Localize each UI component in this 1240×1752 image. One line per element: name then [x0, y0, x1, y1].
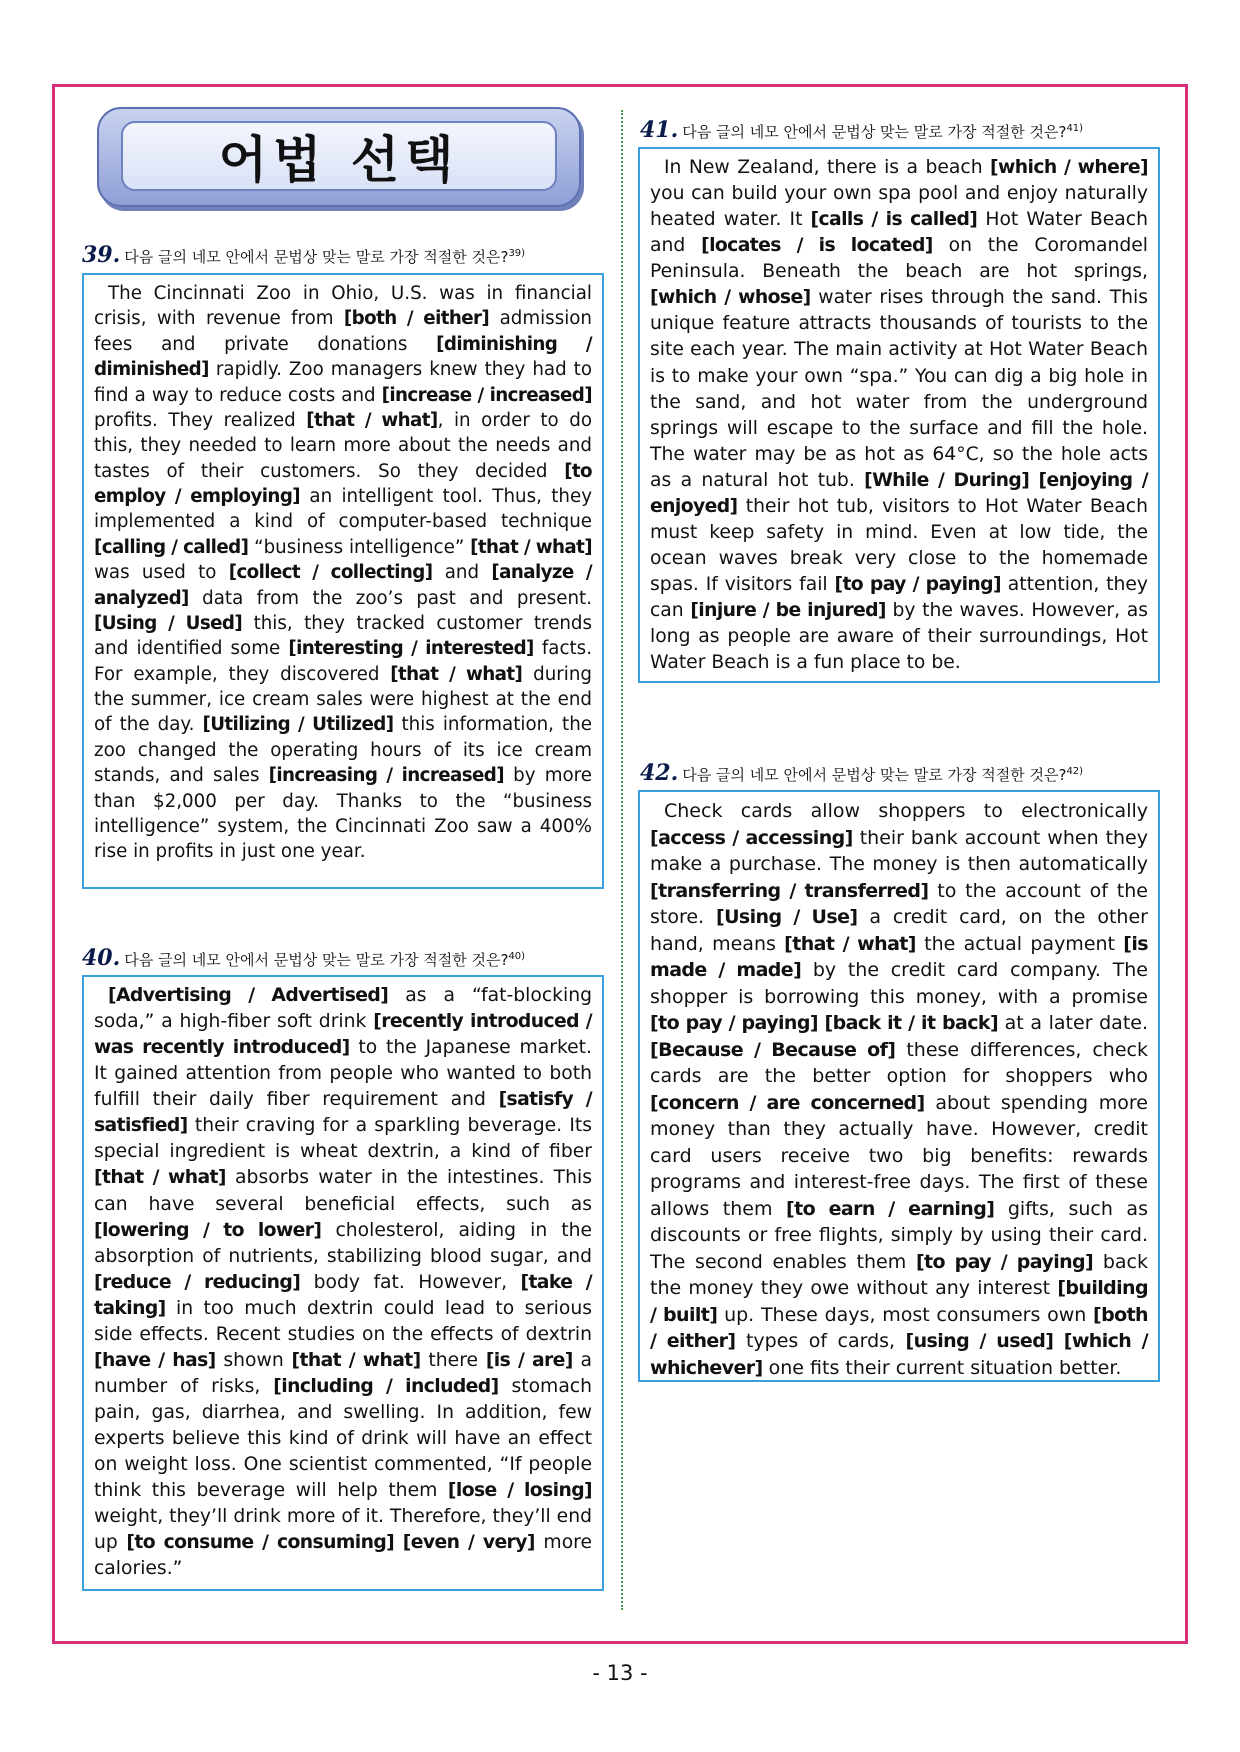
passage-text: In New Zealand, there is a beach [which / where] you can build your own spa pool and enjoy naturally heated water. It [calls / is called] Hot Water Beach and [locates / is located] on the Coromandel Peninsula. Beneath the beach are hot springs, [which / whose] water rises through the sand. This unique feature attracts thousands of tourists to the site each year. The main activity at Hot Water Beach is to make your own “spa.” You can dig a big hole in the sand, and hot water from the underground springs will escape to the surface and fill the hole. The water may be as hot as 64°C, so the hole acts as a natural hot tub. [While / During] [enjoying / enjoyed] their hot tub, visitors to Hot Water Beach must keep safety in mind. Even at low tide, the ocean waves break very close to the homemade spas. If visitors fail [to pay / paying] attention, they can [injure / be injured] by the waves. However, as long as people are aware of their surroundings, Hot Water Beach is a fun place to be.: [650, 157, 1149, 674]
answer-choice: [even / very]: [402, 1532, 535, 1554]
answer-choice: [Using / Used]: [94, 612, 243, 634]
answer-choice: [back it / it back]: [824, 1012, 999, 1034]
question-instruction: 다음 글의 네모 안에서 문법상 맞는 말로 가장 적절한 것은?: [124, 951, 509, 969]
answer-choice: [calling / called]: [94, 536, 249, 558]
answer-choice: [including / included]: [273, 1375, 499, 1397]
answer-choice: [to pay / paying]: [915, 1250, 1094, 1273]
answer-choice: [transferring / transferred]: [650, 879, 929, 902]
question-instruction: 다음 글의 네모 안에서 문법상 맞는 말로 가장 적절한 것은?: [682, 766, 1067, 784]
answer-choice: [that / what]: [470, 536, 593, 558]
title-inner: [121, 121, 557, 191]
answer-choice: [is / are]: [485, 1349, 573, 1371]
question-41-heading: [640, 117, 1083, 143]
answer-choice: [analyze / analyzed]: [94, 562, 593, 609]
answer-choice: [that / what]: [306, 409, 438, 431]
passage-text: Check cards allow shoppers to electronically [access / accessing] their bank account when they make a purchase. The money is then automatically [transferring / transferred] to the account of the store. [Using / Use] a credit card, on the other hand, means [that / what] the actual payment [is made / made] by the credit card company. The shopper is borrowing this money, with a promise [to pay / paying] [back it / it back] at a later date. [Because / Because of] these differences, check cards are the better option for shoppers who [concern / are concerned] about spending more money than they actually have. However, credit card users receive two big benefits: rewards programs and interest-free days. The first of these allows them [to earn / earning] gifts, such as discounts or free flights, simply by using their card. The second enables them [to pay / paying] back the money they owe without any interest [building / built] up. These days, most consumers own [both / either] types of cards, [using / used] [which / whichever] one fits their current situation better.: [650, 800, 1149, 1379]
answer-choice: [Advertising / Advertised]: [108, 985, 389, 1006]
footnote-marker: 41): [1066, 123, 1084, 134]
answer-choice: [locates / is located]: [701, 235, 933, 257]
answer-choice: [take / taking]: [94, 1271, 592, 1319]
question-number: 42.: [640, 760, 679, 786]
answer-choice: [diminishing / diminished]: [94, 333, 592, 381]
answer-choice: [reduce / reducing]: [94, 1271, 301, 1293]
answer-choice: [to consume / consuming]: [126, 1532, 395, 1554]
answer-choice: [satisfy / satisfied]: [94, 1089, 592, 1137]
answer-choice: [which / whose]: [650, 287, 811, 309]
answer-choice: [that / what]: [390, 663, 523, 685]
question-number: 40.: [82, 945, 121, 971]
answer-choice: [to employ / employing]: [94, 460, 592, 507]
answer-choice: [have / has]: [94, 1349, 216, 1371]
answer-choice: [enjoying / enjoyed]: [650, 469, 1148, 517]
question-42-heading: [640, 760, 1083, 786]
answer-choice: [concern / are concerned]: [650, 1091, 925, 1114]
question-39-passage: [82, 273, 604, 889]
page-number: - 13 -: [592, 1661, 648, 1685]
question-40-heading: [82, 945, 525, 971]
answer-choice: [which / where]: [990, 157, 1148, 178]
answer-choice: [Utilizing / Utilized]: [202, 714, 394, 736]
footnote-marker: 39): [508, 248, 526, 259]
answer-choice: [increase / increased]: [381, 384, 592, 406]
answer-choice: [While / During]: [864, 469, 1030, 491]
footnote-marker: 42): [1066, 766, 1084, 777]
question-number: 41.: [640, 117, 679, 143]
answer-choice: [both / either]: [650, 1303, 1148, 1352]
answer-choice: [Because / Because of]: [650, 1038, 896, 1061]
answer-choice: [to pay / paying]: [650, 1012, 818, 1034]
answer-choice: [to earn / earning]: [786, 1197, 995, 1220]
column-divider: [621, 110, 623, 1610]
question-42-passage: [638, 790, 1160, 1382]
answer-choice: [lowering / to lower]: [94, 1219, 322, 1241]
answer-choice: [Using / Use]: [716, 906, 858, 928]
passage-text: The Cincinnati Zoo in Ohio, U.S. was in financial crisis, with revenue from [both / either] admission fees and private donations [diminishing / diminished] rapidly. Zoo managers knew they had to find a way to reduce costs and [increase / increased] profits. They realized [that / what], in order to do this, they needed to learn more about the needs and tastes of their customers. So they decided [to employ / employing] an intelligent tool. Thus, they implemented a kind of computer-based technique [calling / called] “business intelligence” [that / what] was used to [collect / collecting] and [analyze / analyzed] data from the zoo’s past and present. [Using / Used] this, they tracked customer trends and identified some [interesting / interested] facts. For example, they discovered [that / what] during the summer, ice cream sales were highest at the end of the day. [Utilizing / Utilized] this information, the zoo changed the operating hours of its ice cream stands, and sales [increasing / increased] by more than $2,000 per day. Thanks to the “business intelligence” system, the Cincinnati Zoo saw a 400% rise in profits in just one year.: [94, 283, 593, 863]
passage-text: [Advertising / Advertised] as a “fat-blocking soda,” a high-fiber soft drink [recently introduced / was recently introduced] to the Japanese market. It gained attention from people who wanted to both fulfill their daily fiber requirement and [satisfy / satisfied] their craving for a sparkling beverage. Its special ingredient is wheat dextrin, a kind of fiber [that / what] absorbs water in the intestines. This can have several beneficial effects, such as [lowering / to lower] cholesterol, aiding in the absorption of nutrients, stabilizing blood sugar, and [reduce / reducing] body fat. However, [take / taking] in too much dextrin could lead to serious side effects. Recent studies on the effects of dextrin [have / has] shown [that / what] there [is / are] a number of risks, [including / included] stomach pain, gas, diarrhea, and swelling. In addition, few experts believe this kind of drink will have an effect on weight loss. One scientist commented, “If people think this beverage will help them [lose / losing] weight, they’ll drink more of it. Therefore, they’ll end up [to consume / consuming] [even / very] more calories.”: [94, 985, 593, 1580]
answer-choice: [which / whichever]: [650, 1330, 1148, 1379]
answer-choice: [that / what]: [94, 1167, 226, 1189]
answer-choice: [both / either]: [343, 308, 490, 330]
question-39-heading: [82, 242, 525, 268]
answer-choice: [to pay / paying]: [834, 574, 1001, 595]
question-40-passage: [82, 975, 604, 1591]
answer-choice: [lose / losing]: [447, 1480, 592, 1502]
answer-choice: [recently introduced / was recently introduced]: [94, 1011, 592, 1059]
answer-choice: [calls / is called]: [810, 209, 978, 231]
footnote-marker: 40): [508, 951, 526, 962]
answer-choice: [access / accessing]: [650, 826, 853, 849]
answer-choice: [that / what]: [784, 932, 916, 955]
answer-choice: [injure / be injured]: [690, 600, 886, 622]
question-number: 39.: [82, 242, 121, 268]
question-instruction: 다음 글의 네모 안에서 문법상 맞는 말로 가장 적절한 것은?: [124, 248, 509, 266]
answer-choice: [is made / made]: [650, 932, 1148, 981]
page-title: 어법 선택: [218, 131, 460, 189]
title-badge: [97, 107, 581, 207]
answer-choice: [increasing / increased]: [268, 765, 505, 787]
question-41-passage: [638, 147, 1160, 683]
answer-choice: [that / what]: [291, 1349, 421, 1371]
answer-choice: [interesting / interested]: [288, 638, 534, 660]
answer-choice: [collect / collecting]: [228, 562, 433, 584]
answer-choice: [building / built]: [650, 1277, 1148, 1326]
question-instruction: 다음 글의 네모 안에서 문법상 맞는 말로 가장 적절한 것은?: [682, 123, 1067, 141]
answer-choice: [using / used]: [905, 1330, 1054, 1352]
